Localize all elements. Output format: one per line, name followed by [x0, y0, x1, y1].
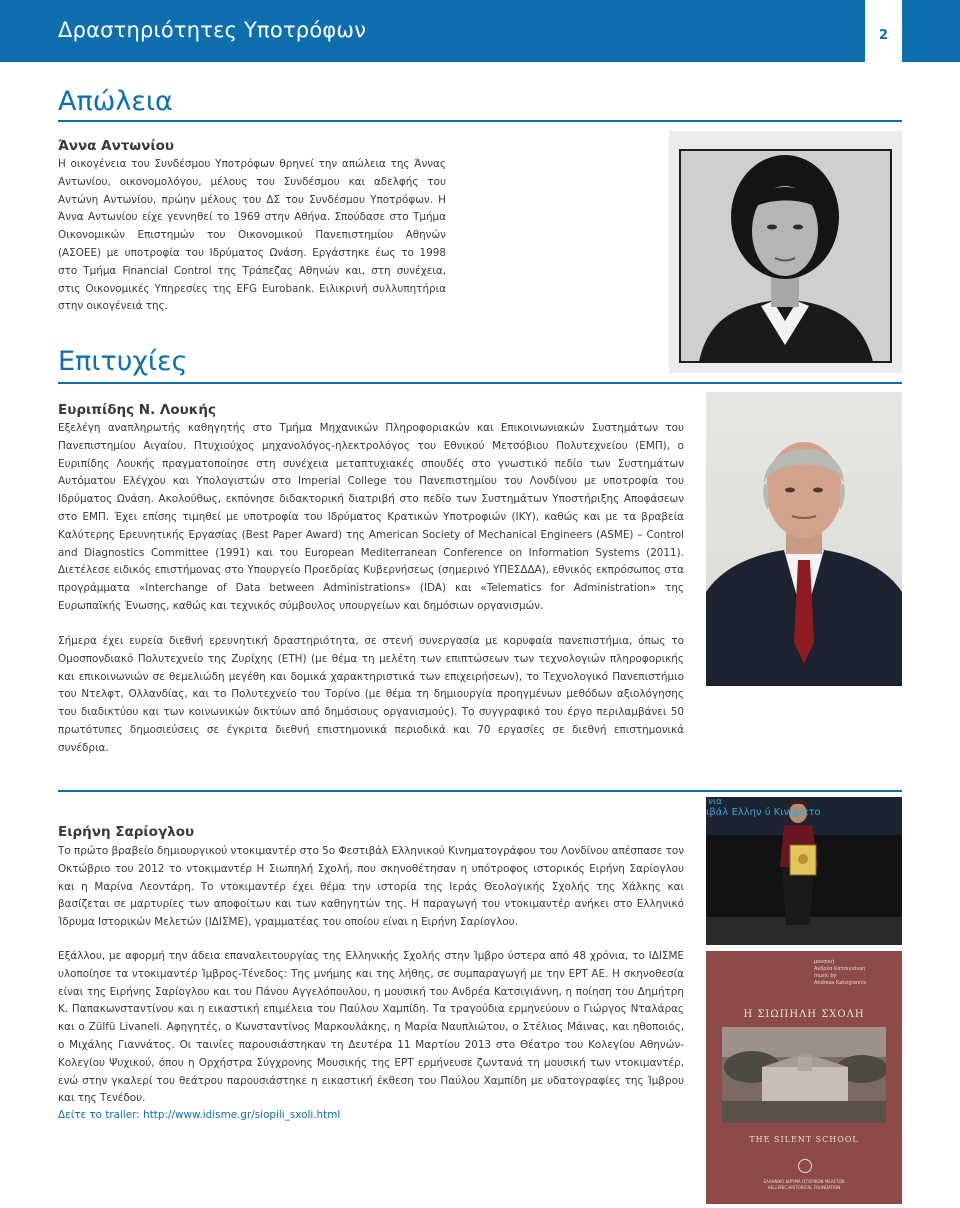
page-header — [0, 0, 960, 62]
paragraph-evripidis-2: Σήμερα έχει ευρεία διεθνή ερευνητική δραστηριότητα, σε στενή συνεργασία με κορυφαία πανεπιστήμια, όπως το Ομοσπονδιακό Πολυτεχνείο της Ζυρίχης (ETH) (με θέμα τη μελέτη των επιπτώσεων των τεχνολογιών πληροφορικής και επικοινωνιών σε θεμελιώδη μεγέθη και δομικά χαρακτηριστικά των επιχειρήσεων), το Τεχνολογικό Πανεπιστήμιο του Ντελφτ, Ολλανδίας, και το Πολυτεχνείο του Τορίνο (με θέμα τη δημιουργία προηγμένων μεθόδων αξιολόγησης του διαδικτύου και των κοινωνικών δικτύων από δημόσιους οργανισμούς). Το συγγραφικό του έργο περιλαμβάνει 50 πρωτότυπες δημοσιεύσεις σε έγκριτα διεθνή επιστημονικά περιοδικά και 70 εργασίες σε διεθνή επιστημονικά συνέδρια. — [58, 635, 684, 754]
banner-text-top: νια — [708, 797, 723, 807]
section-rule-loss — [58, 120, 902, 122]
page-number: 2 — [878, 28, 889, 43]
photo-anna-antoniou — [669, 131, 902, 373]
photo-evripidis-loukis — [706, 392, 902, 686]
section-title-loss: Απώλεια — [58, 86, 173, 117]
paragraph-anna: Η οικογένεια του Συνδέσμου Υποτρόφων θρηνεί την απώλεια της Άννας Αντωνίου, οικονομολόγου, μέλους του Συνδέσμου και αδελφής του Αντώνη Αντωνίου, πρώην μέλους του ΔΣ του Συνδέσμου Υποτρόφων. Η Άννα Αντωνίου είχε γεννηθεί το 1969 στην Αθήνα. Σπούδασε στο Τμήμα Οικονομικών Επιστημών του Οικονομικού Πανεπιστημίου Αθηνών (ΑΣΟΕΕ) με υποτροφία του Ιδρύματος Ωνάση. Εργάστηκε έως το 1998 στο Τμήμα Financial Control της Τράπεζας Αθηνών και, στη συνέχεια, στις Οικονομικές Υπηρεσίες της EFG Eurobank. Ειλικρινή συλλυπητήρια στην οικογένειά της. — [58, 158, 446, 313]
divider-rule — [58, 790, 902, 792]
section-rule-success — [58, 382, 902, 384]
poster-subtitle: THE SILENT SCHOOL — [749, 1135, 859, 1144]
poster-emblem-icon — [798, 1159, 812, 1173]
photo-festival-award — [706, 797, 902, 945]
paragraph-evripidis-1: Εξελέγη αναπληρωτής καθηγητής στο Τμήμα Μηχανικών Πληροφοριακών και Επικοινωνιακών Συστημάτων του Πανεπιστημίου Αιγαίου. Πτυχιούχος μηχανολόγος-ηλεκτρολόγος του Εθνικού Μετσόβιου Πολυτεχνείου (ΕΜΠ), ο Ευριπίδης Λουκής πραγματοποίησε στη συνέχεια μεταπτυχιακές σπουδές στο γνωστικό πεδίο των Συστημάτων Αυτόματου Ελέγχου και Υπολογιστών στο Imperial College του Πανεπιστημίου του Λονδίνου με υποτροφία του Ιδρύματος Ωνάση. Ακολούθως, εκπόνησε διδακτορική διατριβή στο πεδίο των Συστημάτων Υποστήριξης Αποφάσεων στο ΕΜΠ. Έχει επίσης τιμηθεί με υποτροφία του Ιδρύματος Κρατικών Υποτροφιών (ΙΚΥ), καθώς και με τα βραβεία Καλύτερης Ερευνητικής Εργασίας (Best Paper Award) της American Society of Mechanical Engineers (ASME) – Control and Diagnostics Committee (1991) και του European Mediterranean Conference on Information Systems (2011). Διετέλεσε ειδικός επιστήμονας στο Υπουργείο Προεδρίας Κυβερνήσεως (σημερινό ΥΠΕΣΔΔΑ), εθνικός εκπρόσωπος στα προγράμματα «Interchange of Data between Administrations» (IDA) και «Telematics for Administration» της Ευρωπαϊκής Ένωσης, καθώς και τεχνικός σύμβουλος υπουργείων και δημόσιων οργανισμών. — [58, 422, 684, 612]
poster-top-text: μουσική Ανδρέα Κατσιγιάννη music by Andreas Katsigiannis — [814, 959, 867, 986]
paragraph-irini-2: Εξάλλου, με αφορμή την άδεια επαναλειτουργίας της Ελληνικής Σχολής στην Ίμβρο ύστερα από 48 χρόνια, το ΙΔΙΣΜΕ υλοποίησε τα ντοκιμαντέρ Ίμβρος-Τένεδος: Της μνήμης και της λήθης, σε συμπαραγωγή με την ΕΡΤ ΑΕ. Η σκηνοθεσία είναι της Ειρήνης Σαρίογλου και του Πάνου Αγγελόπουλου, η μουσική του Ανδρέα Κατσιγιάννη, η ποίηση του Δημήτρη Κ. Παπακωνσταντίνου και η εικαστική επιμέλεια του Παύλου Χαμπίδη. Τα τραγούδια ερμηνεύουν ο Γιώργος Νταλάρας και ο Zülfü Livaneli. Αφηγητές, ο Κωνσταντίνος Μαρκουλάκης, η Μαρία Ναυπλιώτου, ο Στέλιος Μάινας, και ηθοποιός, ο Μιχάλης Γιαννάτος. Οι ταινίες παρουσιάστηκαν τη Δευτέρα 11 Μαρτίου 2013 στο Θέατρο του Κολεγίου Αθηνών-Κολεγίου Ψυχικού, όπου η Ορχήστρα Σύγχρονης Μουσικής της ΕΡΤ ερμήνευσε ζωντανά τη μουσική των ντοκιμαντέρ, ενώ στην γκαλερί του θεάτρου παρουσιάστηκε η εικαστική έκθεση του Παύλου Χαμπίδη με υδατογραφίες της Ίμβρου και της Τενέδου. — [58, 950, 684, 1105]
person-name-anna: Άννα Αντωνίου — [58, 138, 174, 154]
trailer-line — [58, 1109, 340, 1121]
poster-title: Η ΣΙΩΠΗΛΗ ΣΧΟΛΗ — [743, 1009, 865, 1020]
person-name-irini: Ειρήνη Σαρίογλου — [58, 824, 195, 840]
poster-footer: ΕΛΛΗΝΙΚΟ ΙΔΡΥΜΑ ΙΣΤΟΡΙΚΩΝ ΜΕΛΕΤΩΝ HELLENIC HISTORICAL FOUNDATION — [763, 1179, 845, 1190]
section-title-success: Επιτυχίες — [58, 346, 188, 377]
banner-text-bottom: ιβάλ Ελλην ύ Κινηματο — [706, 807, 821, 818]
poster-silent-school — [706, 951, 902, 1204]
header-title: Δραστηριότητες Υποτρόφων — [58, 18, 367, 42]
paragraph-irini-1: Το πρώτο βραβείο δημιουργικού ντοκιμαντέρ στο 5ο Φεστιβάλ Ελληνικού Κινηματογράφου του Λονδίνου απέσπασε τον Οκτώβριο του 2012 το ντοκιμαντέρ Η Σιωπηλή Σχολή, που σκηνοθέτησαν η υπότροφος ιστορικός Ειρήνη Σαρίογλου και η Μαρίνα Λεοντάρη. Το ντοκιμαντέρ έχει θέμα την ιστορία της Ιεράς Θεολογικής Σχολής της Χάλκης και βασίζεται σε μαρτυρίες των αποφοίτων και των καθηγητών της. Η παραγωγή του ντοκιμαντέρ ανήκει στο Ελληνικό Ίδρυμα Ιστορικών Μελετών (ΙΔΙΣΜΕ), γραμματέας του οποίου είναι η Ειρήνη Σαρίογλου. — [58, 845, 684, 929]
person-name-evripidis: Ευριπίδης Ν. Λουκής — [58, 402, 216, 418]
trailer-label: Δείτε το trailer: — [58, 1109, 140, 1121]
poster-building-image — [722, 1027, 886, 1123]
trailer-link[interactable]: http://www.idisme.gr/siopili_sxoli.html — [143, 1109, 341, 1121]
page-number-box — [865, 0, 902, 62]
